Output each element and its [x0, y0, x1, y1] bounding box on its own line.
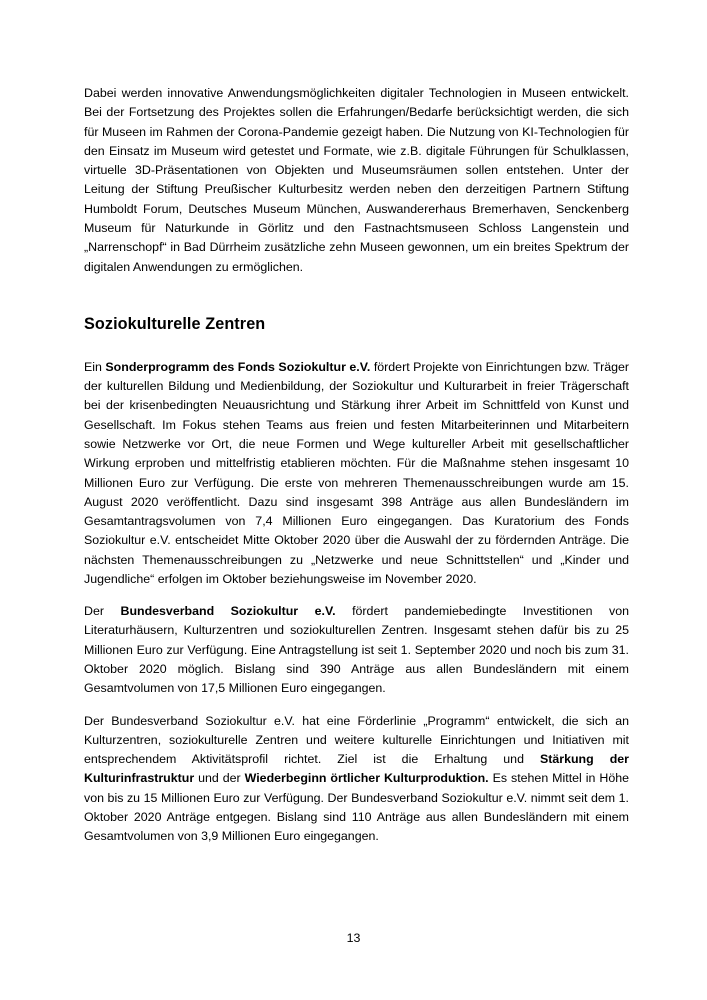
paragraph-foerderlinie-programm: Der Bundesverband Soziokultur e.V. hat eine Förderlinie „Programm“ entwickelt, die sich an Kulturzentren, soziokulturelle Zentren und weitere kulturelle Einrichtungen und Initiativen mit entsprechendem Aktivitätsprofil richtet. Ziel ist die Erhaltung und Stärkung der Kulturinfrastruktur und der Wiederbeginn örtlicher Kulturproduktion. Es stehen Mittel in Höhe von bis zu 15 Millionen Euro zur Verfügung. Der Bundesverband Soziokultur e.V. nimmt seit dem 1. Oktober 2020 Anträge entgegen. Bislang sind 110 Anträge aus allen Bundesländern mit einem Gesamtvolumen von 3,9 Millionen Euro eingegangen. [84, 713, 629, 844]
section-heading-wrapper [84, 315, 629, 334]
page-number: 13 [346, 931, 361, 945]
paragraph-intro: Dabei werden innovative Anwendungsmöglichkeiten digitaler Technologien in Museen entwickelt. Bei der Fortsetzung des Projektes sollen die Erfahrungen/Bedarfe berücksichtigt werden, die sich für Museen im Rahmen der Corona-Pandemie gezeigt haben. Die Nutzung von KI-Technologien für den Einsatz im Museum wird getestet und Formate, wie z.B. digitale Führungen für Schulklassen, virtuelle 3D-Präsentationen von Objekten und Museumsräumen sollen entstehen. Unter der Leitung der Stiftung Preußischer Kulturbesitz werden neben den derzeitigen Partnern Stiftung Humboldt Forum, Deutsches Museum München, Auswandererhaus Bremerhaven, Senckenberg Museum für Naturkunde in Görlitz und den Fastnachtsmuseen Schloss Langenstein und „Narrenschopf“ in Bad Dürrheim zusätzliche zehn Museen gewonnen, um ein breites Spektrum der digitalen Anwendungen zu ermöglichen. [84, 86, 629, 274]
page-title: Soziokulturelle Zentren [84, 314, 266, 333]
paragraph-fonds-soziokultur: Ein Sonderprogramm des Fonds Soziokultur e.V. fördert Projekte von Einrichtungen bzw. Träger der kulturellen Bildung und Medienbildung, der Soziokultur und Kulturarbeit in freier Trägerschaft bei der krisenbedingten Neuausrichtung und Stärkung ihrer Arbeit im Schnittfeld von Kunst und Gesellschaft. Im Fokus stehen Teams aus freien und festen Mitarbeiterinnen und Mitarbeitern sowie Netzwerke vor Ort, die neue Formen und Wege kultureller Arbeit mit gesellschaftlicher Wirkung erproben und mittelfristig etablieren möchten. Für die Maßnahme stehen insgesamt 10 Millionen Euro zur Verfügung. Die erste von mehreren Themenausschreibungen wurde am 15. August 2020 veröffentlicht. Dazu sind insgesamt 398 Anträge aus allen Bundesländern im Gesamtantragsvolumen von 7,4 Millionen Euro eingegangen. Das Kuratorium des Fonds Soziokultur e.V. entscheidet Mitte Oktober 2020 über die Auswahl der zu fördernden Anträge. Die nächsten Themenausschreibungen zu „Netzwerke und neue Schnittstellen“ und „Kinder und Jugendliche“ erfolgen im Oktober beziehungsweise im November 2020. [84, 359, 629, 586]
paragraph-bundesverband-soziokultur: Der Bundesverband Soziokultur e.V. fördert pandemiebedingte Investitionen von Literaturhäusern, Kulturzentren und soziokulturellen Zentren. Insgesamt stehen dafür bis zu 25 Millionen Euro zur Verfügung. Eine Antragstellung ist seit 1. September 2020 und noch bis zum 31. Oktober 2020 möglich. Bislang sind 390 Anträge aus allen Bundesländern mit einem Gesamtvolumen von 17,5 Millionen Euro eingegangen. [84, 604, 629, 696]
